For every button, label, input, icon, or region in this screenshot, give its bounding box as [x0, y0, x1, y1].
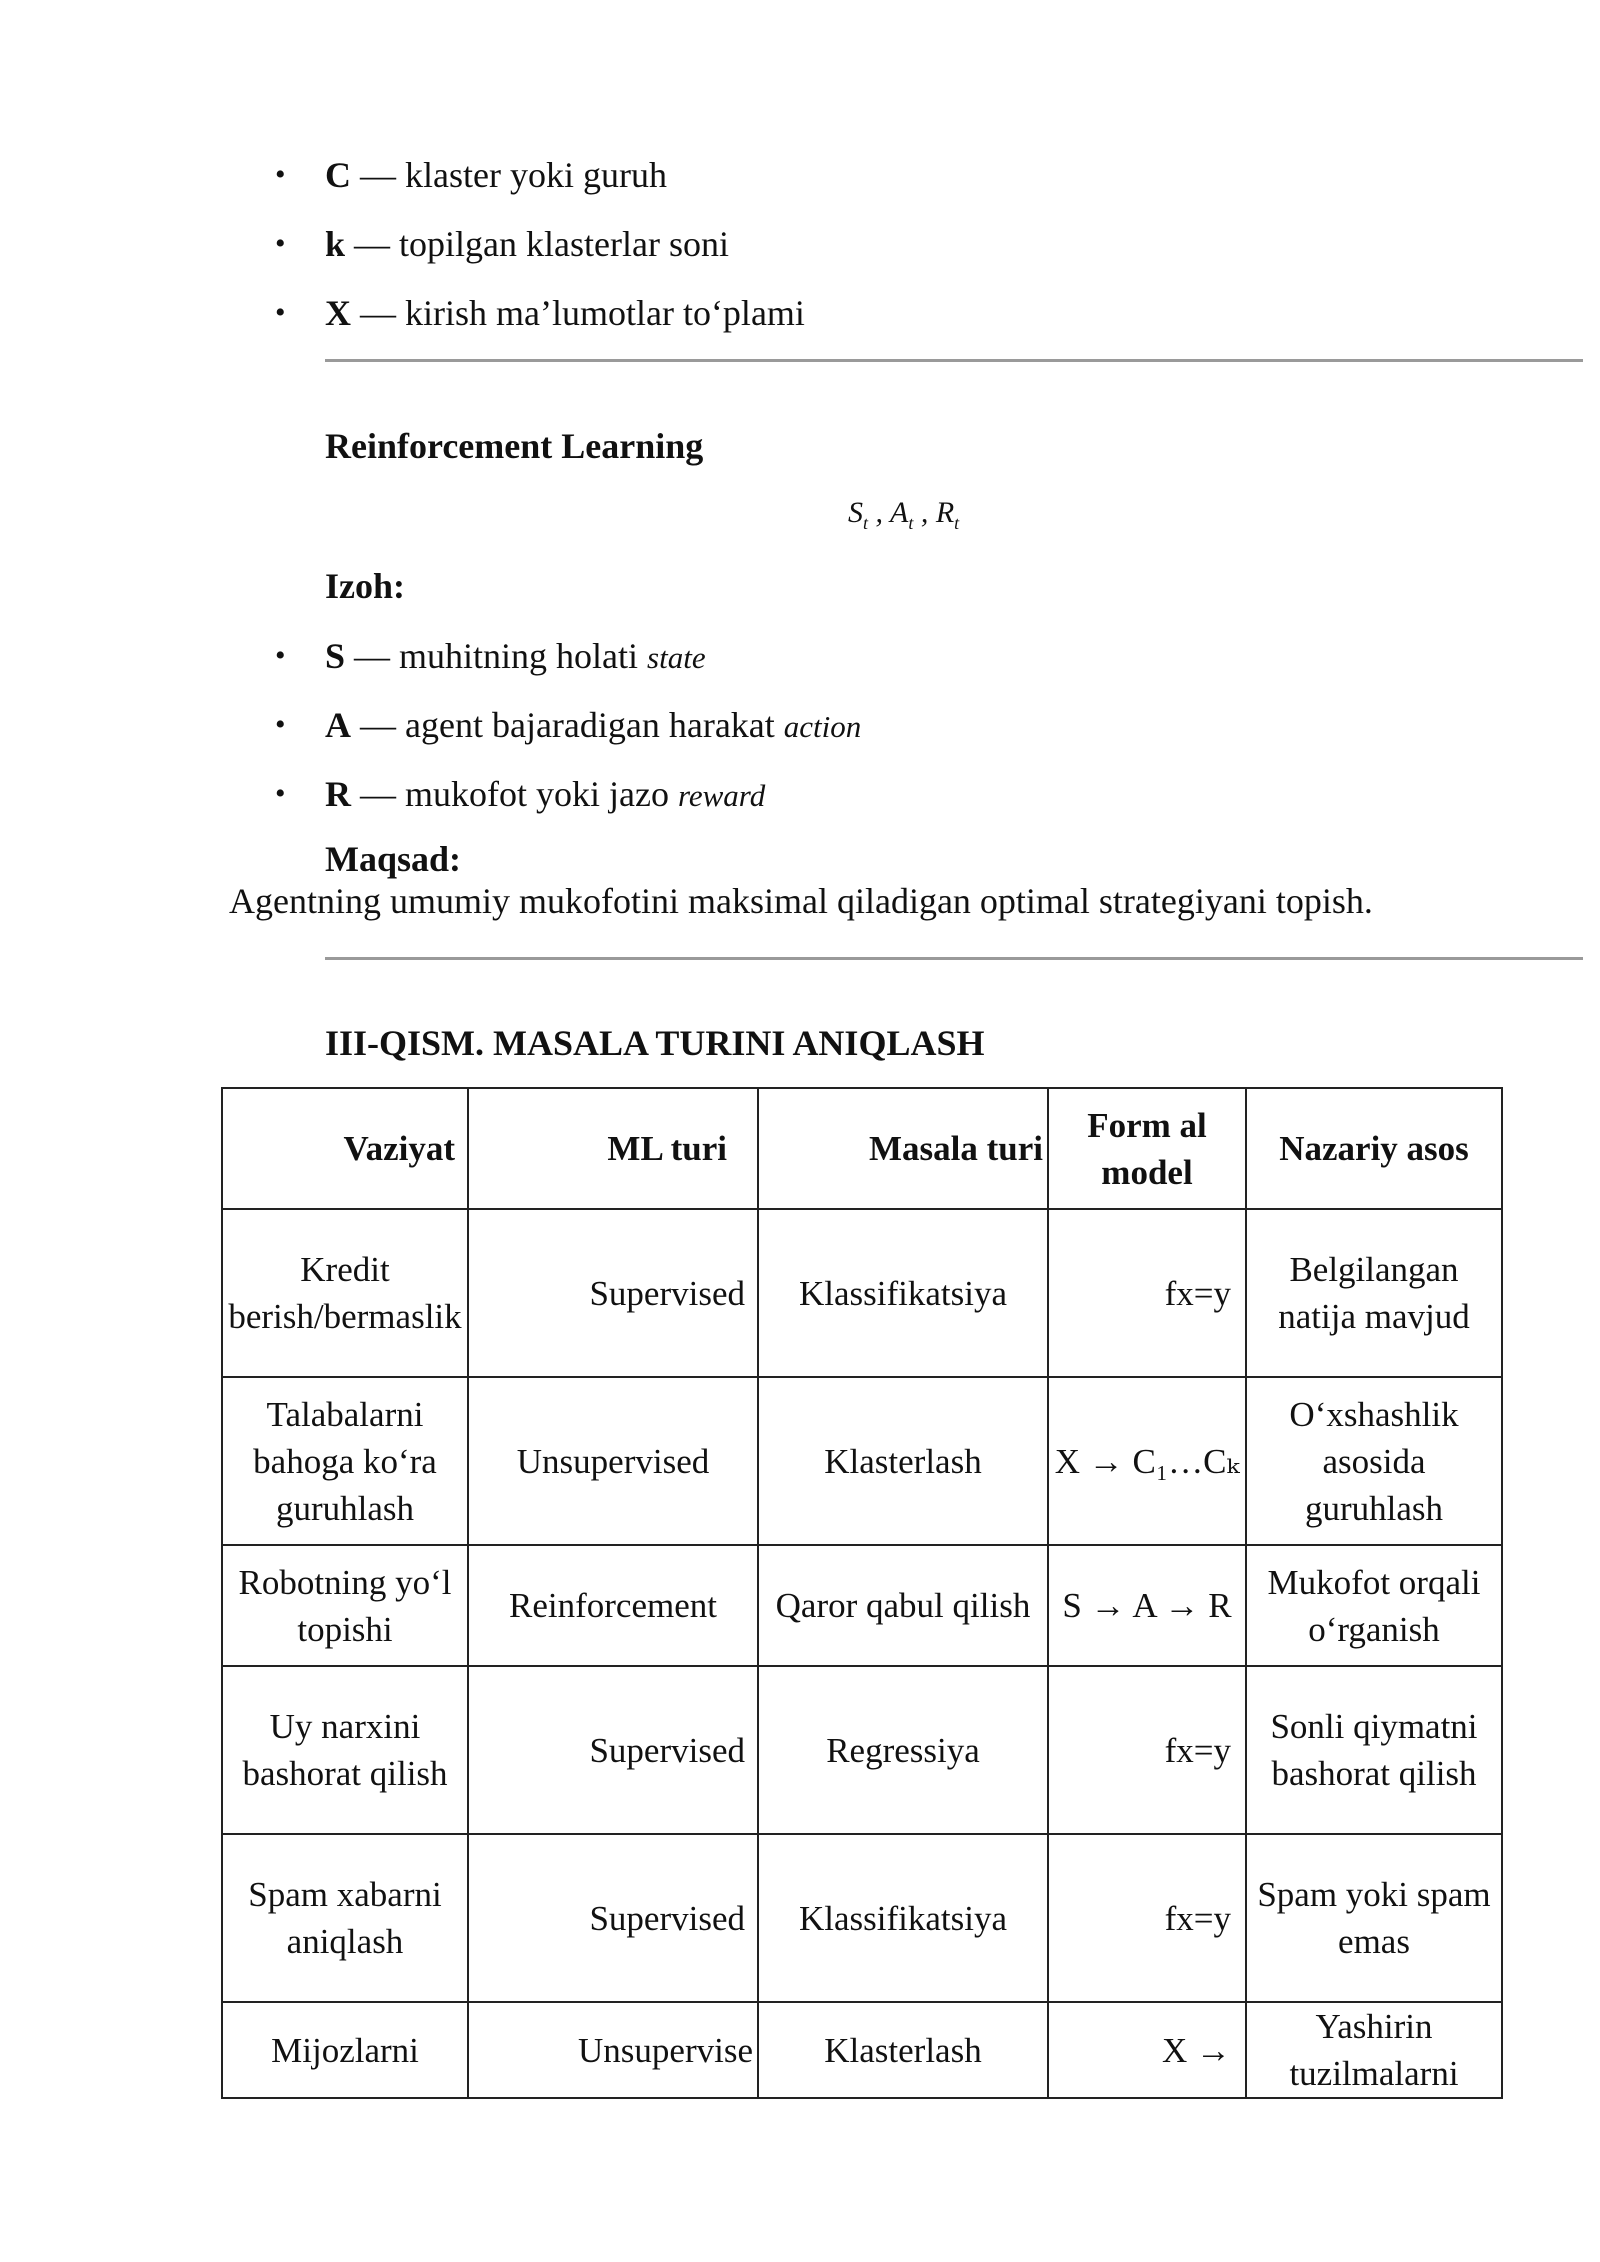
cell-theory: Spam yoki spam emas [1246, 1834, 1502, 2002]
dash: — [345, 636, 400, 676]
cell-ml-type: Reinforcement [468, 1545, 758, 1666]
item-text: klaster yoki guruh [405, 155, 667, 195]
symbol: X [325, 293, 351, 333]
cell-formal-model: X → [1048, 2002, 1246, 2098]
symbol: k [325, 224, 346, 264]
section-title-rl: Reinforcement Learning [325, 426, 704, 466]
cell-formal-model: X → C₁…Cₖ [1048, 1377, 1246, 1545]
bullet-icon: • [275, 708, 286, 741]
cell-vaziyat: Talabalarni bahoga ko‘ra guruhlash [222, 1377, 468, 1545]
bullet-icon: • [275, 639, 286, 672]
cell-vaziyat: Kredit berish/bermaslik [222, 1209, 468, 1377]
symbol: A [325, 705, 351, 745]
table-row [222, 1377, 1502, 1545]
dash: — [351, 155, 405, 195]
cell-ml-type: Unsupervise [468, 2002, 758, 2098]
dash: — [345, 224, 400, 264]
horizontal-rule [325, 359, 1583, 362]
cell-formal-model: fx=y [1048, 1209, 1246, 1377]
bullet-icon: • [275, 227, 286, 260]
dash: — [351, 705, 405, 745]
cell-task-type: Qaror qabul qilish [758, 1545, 1048, 1666]
table-header-row [222, 1088, 1502, 1209]
cell-task-type: Klasterlash [758, 2002, 1048, 2098]
horizontal-rule [325, 957, 1583, 960]
col-header-task-type: Masala turi [758, 1088, 1048, 1209]
bullet-icon: • [275, 158, 286, 191]
section-title-iii: III-QISM. MASALA TURINI ANIQLASH [325, 1023, 985, 1063]
cell-task-type: Klasterlash [758, 1377, 1048, 1545]
item-note: action [783, 709, 862, 744]
item-note: state [647, 640, 706, 675]
cell-vaziyat: Uy narxini bashorat qilish [222, 1666, 468, 1834]
col-header-ml-type: ML turi [468, 1088, 758, 1209]
cell-theory: Mukofot orqali o‘rganish [1246, 1545, 1502, 1666]
cell-ml-type: Supervised [468, 1209, 758, 1377]
cell-task-type: Klassifikatsiya [758, 1209, 1048, 1377]
ml-task-table [221, 1087, 1503, 2099]
cell-theory: O‘xshashlik asosida guruhlash [1246, 1377, 1502, 1545]
item-text: muhitning holati [399, 636, 648, 676]
cell-task-type: Klassifikatsiya [758, 1834, 1048, 2002]
symbol: S [325, 636, 346, 676]
goal-text: Agentning umumiy mukofotini maksimal qiladigan optimal strategiyani topish. [229, 881, 1373, 921]
izoh-label: Izoh: [325, 566, 405, 606]
cell-ml-type: Unsupervised [468, 1377, 758, 1545]
cell-formal-model: S → A → R [1048, 1545, 1246, 1666]
maqsad-label: Maqsad: [325, 839, 462, 879]
table-row [222, 1209, 1502, 1377]
cell-ml-type: Supervised [468, 1834, 758, 2002]
item-note: reward [677, 778, 766, 813]
item-text: kirish ma’lumotlar to‘plami [405, 293, 805, 333]
item-text: topilgan klasterlar soni [399, 224, 729, 264]
cell-theory: Belgilangan natija mavjud [1246, 1209, 1502, 1377]
cell-ml-type: Supervised [468, 1666, 758, 1834]
item-text: mukofot yoki jazo [405, 774, 678, 814]
symbol: C [325, 155, 351, 195]
symbol: R [325, 774, 351, 814]
table-row [222, 1666, 1502, 1834]
table-row [222, 2002, 1502, 2098]
table-row [222, 1834, 1502, 2002]
col-header-formal-model: Form al model [1048, 1088, 1246, 1209]
formula: $S_t$ , $A_t$ , $R_t$ [848, 496, 960, 533]
bullet-icon: • [275, 777, 286, 810]
cell-formal-model: fx=y [1048, 1834, 1246, 2002]
col-header-theory: Nazariy asos [1246, 1088, 1502, 1209]
table-row [222, 1545, 1502, 1666]
cell-task-type: Regressiya [758, 1666, 1048, 1834]
cell-vaziyat: Robotning yo‘l topishi [222, 1545, 468, 1666]
dash: — [351, 774, 405, 814]
cell-theory: Sonli qiymatni bashorat qilish [1246, 1666, 1502, 1834]
cell-vaziyat: Mijozlarni [222, 2002, 468, 2098]
col-header-vaziyat: Vaziyat [222, 1088, 468, 1209]
cell-vaziyat: Spam xabarni aniqlash [222, 1834, 468, 2002]
cell-formal-model: fx=y [1048, 1666, 1246, 1834]
cell-theory: Yashirin tuzilmalarni [1246, 2002, 1502, 2098]
dash: — [351, 293, 405, 333]
bullet-icon: • [275, 296, 286, 329]
item-text: agent bajaradigan harakat [405, 705, 784, 745]
